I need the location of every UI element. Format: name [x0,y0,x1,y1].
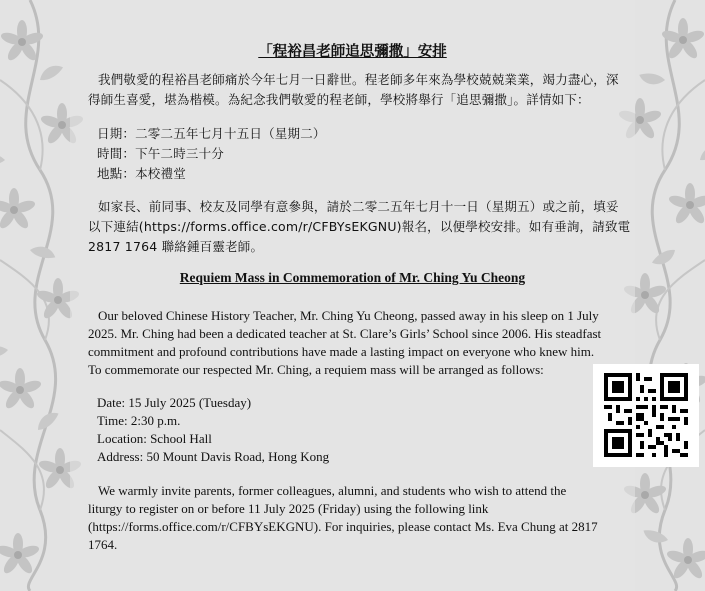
chinese-date: 日期：二零二五年七月十五日（星期二） [97,126,326,141]
english-paragraph-1-line-2: 2025. Mr. Ching had been a dedicated teacher at St. Clare’s Girls’ School since 2006. His steadfast [88,326,602,341]
english-paragraph-2-line-4: 1764. [88,537,118,552]
chinese-paragraph-2-line-2: 以下連結(https://forms.office.com/r/CFBYsEKGNU)報名，以便學校安排。如有垂詢，請致電 [88,219,631,234]
chinese-paragraph-1-line-2: 得師生喜愛，堪為楷模。為紀念我們敬愛的程老師，學校將舉行「追思彌撒」。詳情如下： [88,92,590,107]
english-paragraph-2-line-2: liturgy to register on or before 11 July 2025 (Friday) using the following link [88,501,489,516]
chinese-title: 「程裕昌老師追思彌撒」安排 [258,44,447,60]
english-location: Location: School Hall [97,431,212,446]
english-paragraph-2-line-3: (https://forms.office.com/r/CFBYsEKGNU). For inquiries, please contact Ms. Eva Chung at 2817 [88,519,598,534]
chinese-time: 時間：下午二時三十分 [97,146,225,161]
english-paragraph-2-line-1: We warmly invite parents, former colleagues, alumni, and students who wish to attend the [98,483,567,498]
chinese-location: 地點：本校禮堂 [97,166,186,181]
english-time: Time: 2:30 p.m. [97,413,181,428]
chinese-paragraph-1-line-1: 我們敬愛的程裕昌老師痛於今年七月一日辭世。程老師多年來為學校兢兢業業，竭力盡心，深 [98,72,619,87]
english-paragraph-1-line-1: Our beloved Chinese History Teacher, Mr. Ching Yu Cheong, passed away in his sleep on 1 July [98,308,599,323]
qr-code-icon[interactable] [593,364,699,467]
chinese-paragraph-2-line-3: 2817 1764 聯絡鍾百靈老師。 [88,239,264,254]
english-address: Address: 50 Mount Davis Road, Hong Kong [97,449,330,464]
english-paragraph-1-line-4: To commemorate our respected Mr. Ching, a requiem mass will be arranged as follows: [88,362,544,377]
english-paragraph-1-line-3: commitment and profound contributions have made a lasting impact on everyone who knew him. [88,344,595,359]
english-title: Requiem Mass in Commemoration of Mr. Ching Yu Cheong [179,270,526,285]
chinese-paragraph-2-line-1: 如家長、前同事、校友及同學有意參與，請於二零二五年七月十一日（星期五）或之前，填妥 [98,199,619,214]
english-date: Date: 15 July 2025 (Tuesday) [97,395,252,410]
